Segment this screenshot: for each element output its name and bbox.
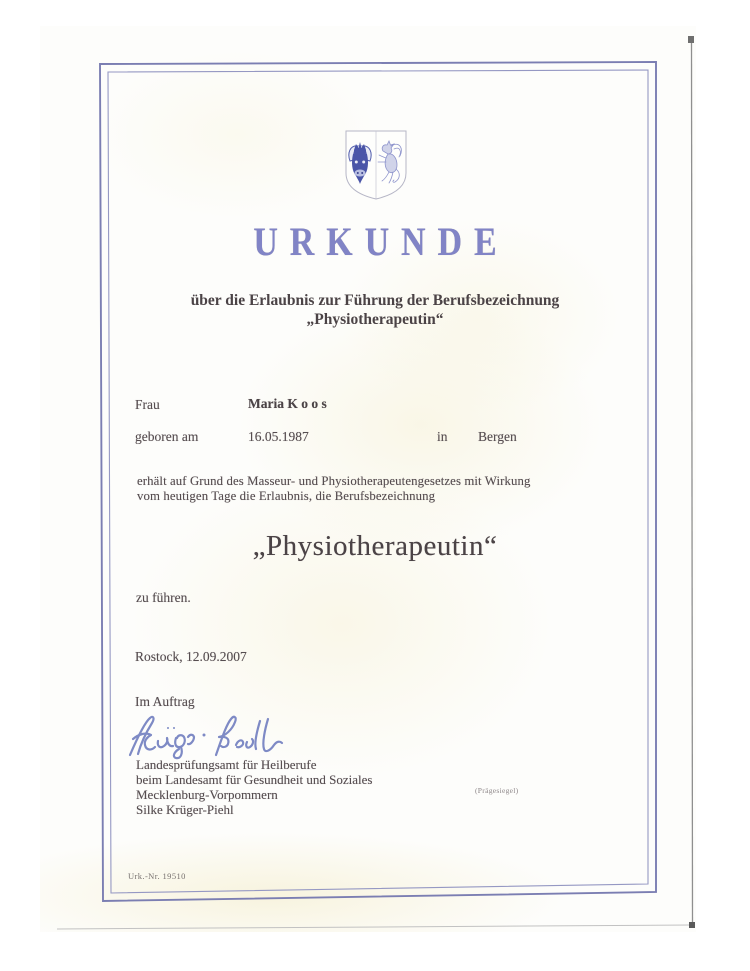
profession-title: „Physiotherapeutin“	[252, 530, 498, 562]
subtitle-line-2: „Physiotherapeutin“	[306, 311, 444, 328]
office-line-2: beim Landesamt für Gesundheit und Soziales	[136, 772, 373, 787]
born-label: geboren am	[135, 429, 199, 444]
body-line-1: erhält auf Grund des Masseur- und Physiotherapeutengesetzes mit Wirkung	[137, 474, 531, 488]
document-subtitle	[0, 291, 750, 329]
certificate-number: Urk.-Nr. 19510	[128, 871, 186, 881]
body-paragraph	[137, 474, 557, 503]
signature-block	[136, 757, 372, 817]
office-line-3: Mecklenburg-Vorpommern	[136, 787, 278, 802]
office-line-1: Landesprüfungsamt für Heilberufe	[136, 757, 317, 772]
signer-name: Silke Krüger-Piehl	[136, 802, 234, 817]
place-date: Rostock, 12.09.2007	[135, 649, 247, 664]
in-label: in	[437, 429, 448, 444]
body-closing: zu führen.	[136, 590, 191, 605]
subtitle-line-1: über die Erlaubnis zur Führung der Berufsbezeichnung	[190, 292, 560, 309]
birth-date: 16.05.1987	[248, 429, 309, 444]
seal-note: (Prägesiegel)	[475, 786, 519, 795]
signature-icon	[124, 711, 302, 763]
per-order-label: Im Auftrag	[135, 694, 195, 709]
coat-of-arms-icon	[344, 129, 408, 201]
document-title: URKUNDE	[253, 219, 509, 264]
salutation-label: Frau	[135, 397, 160, 412]
recipient-name: Maria K o o s	[248, 396, 327, 411]
body-line-2: vom heutigen Tage die Erlaubnis, die Berufsbezeichnung	[137, 488, 436, 503]
birth-place: Bergen	[478, 429, 517, 444]
